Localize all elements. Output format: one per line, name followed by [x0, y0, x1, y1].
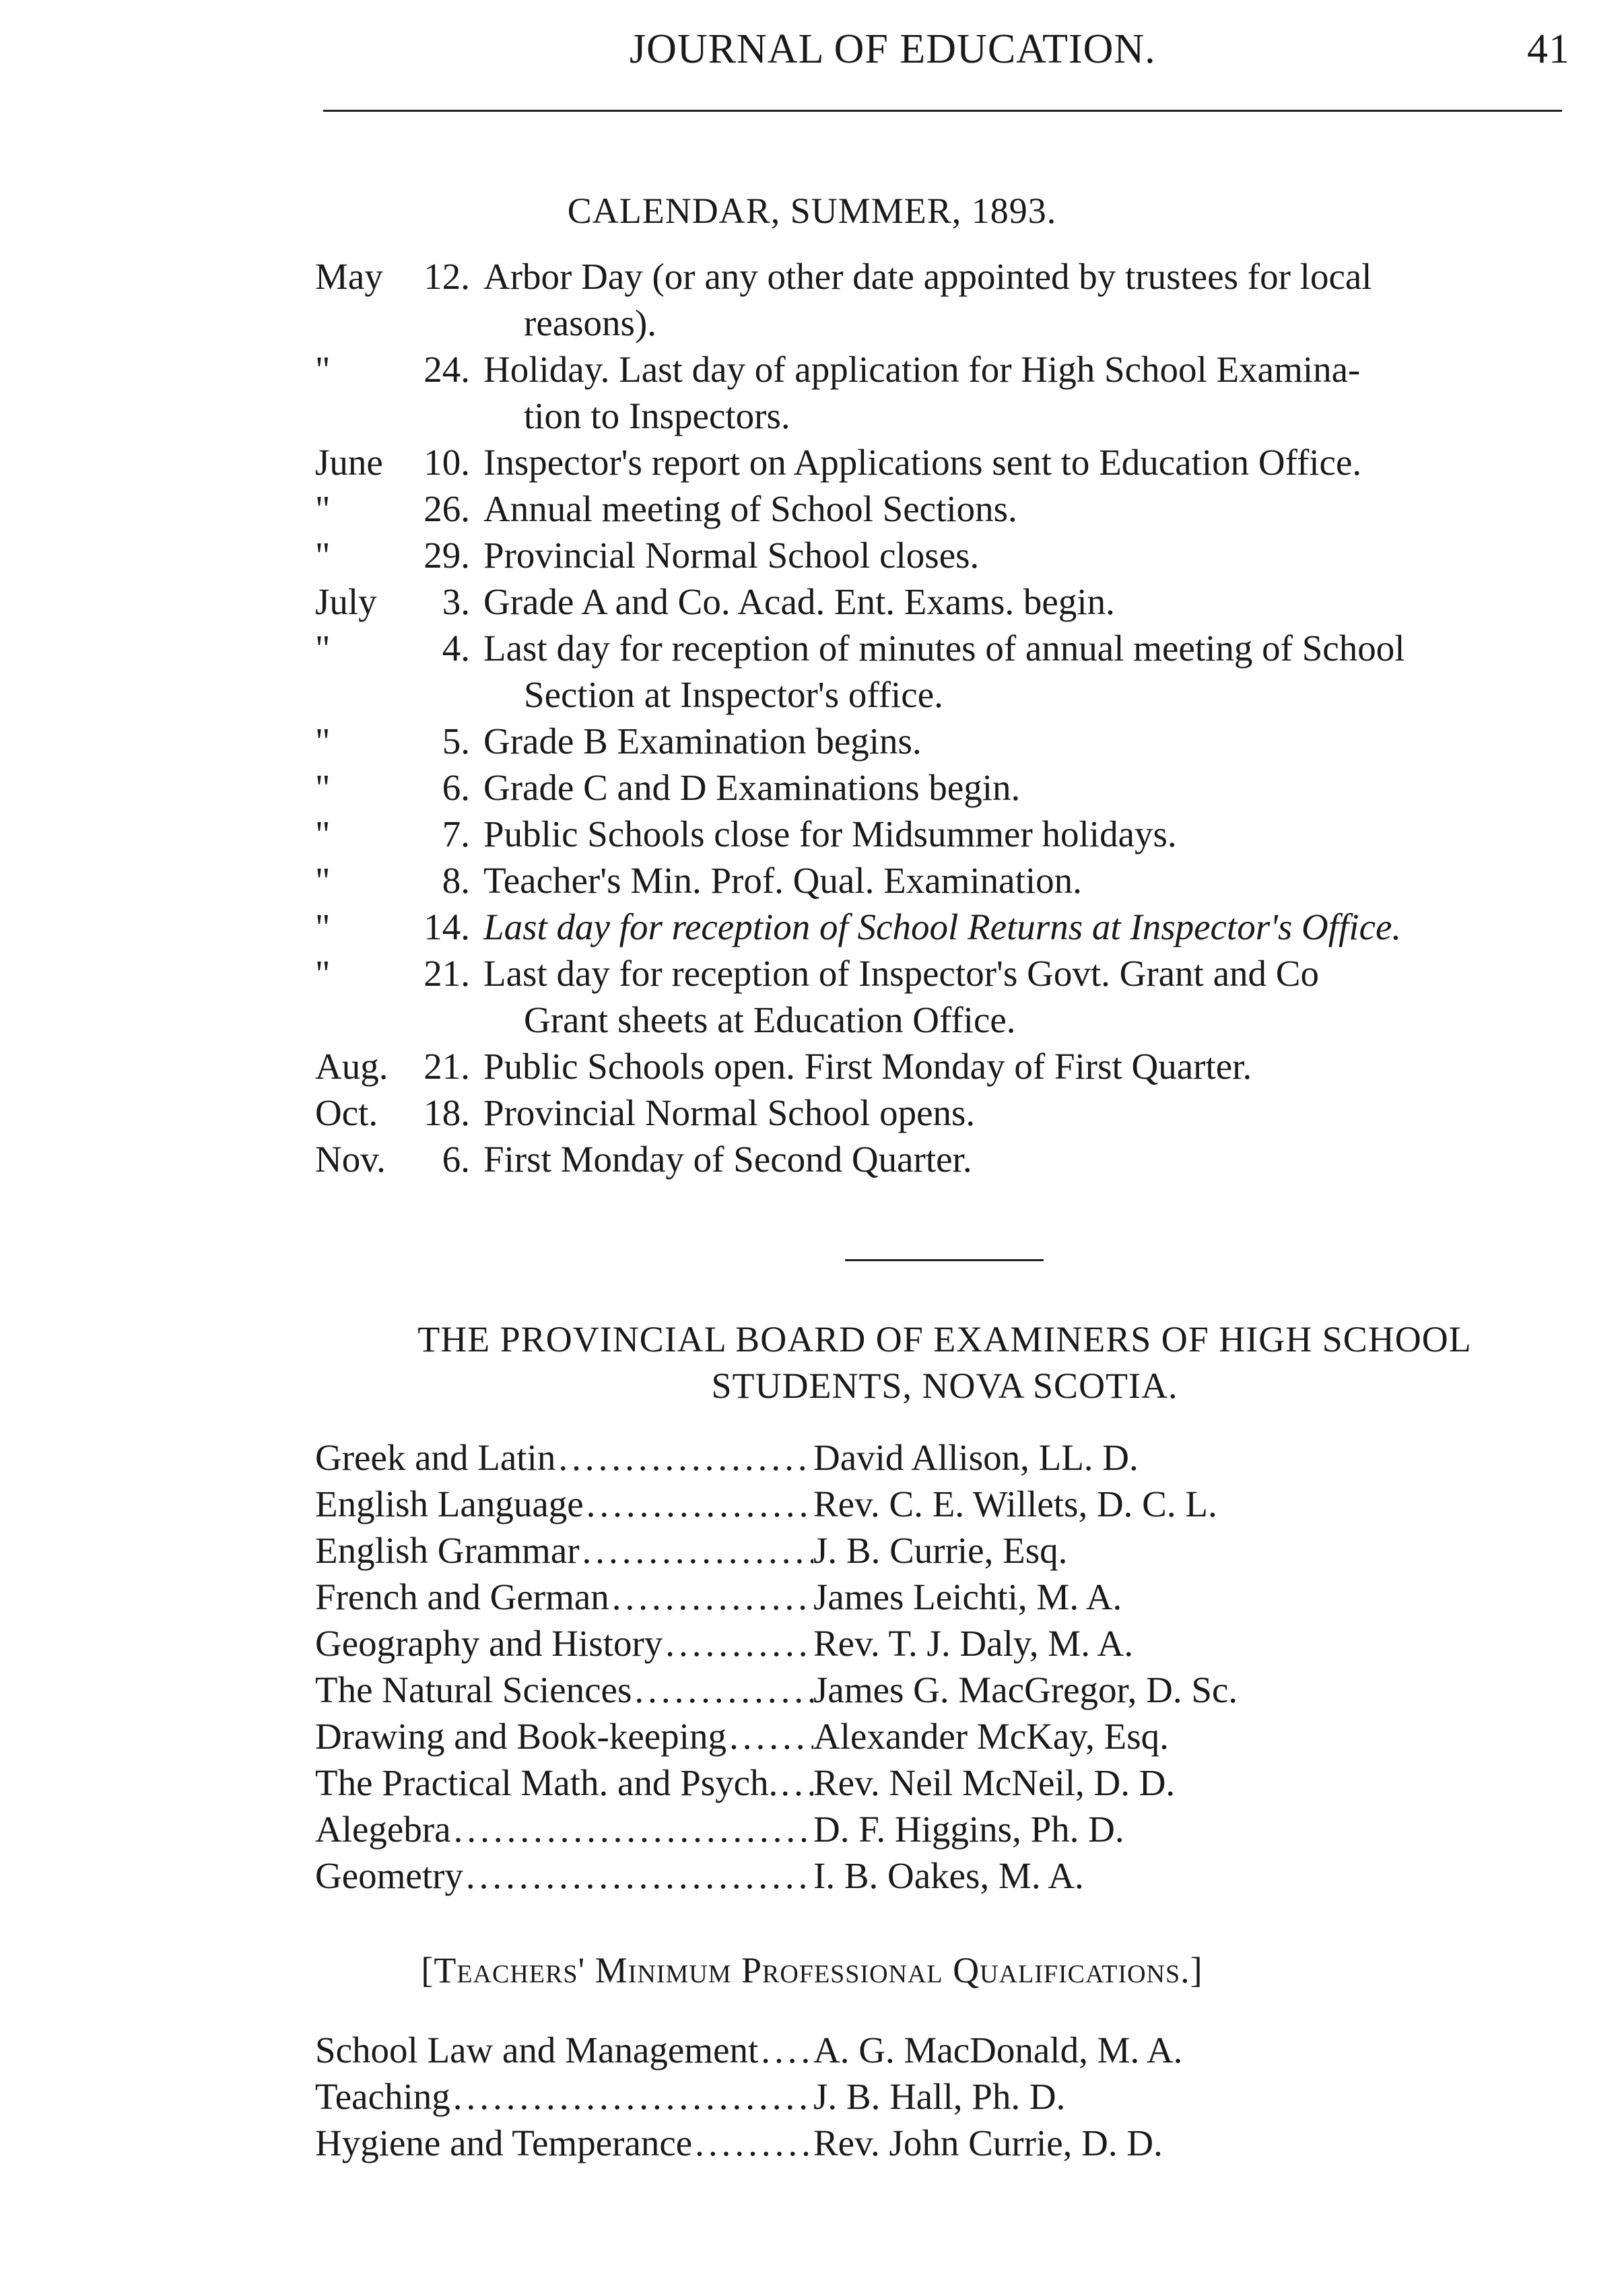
- entry-day: 24.: [424, 349, 470, 390]
- examiner-row: [315, 1434, 1392, 1481]
- entry-text-line2: reasons).: [524, 302, 657, 343]
- calendar-entry: [315, 764, 1574, 811]
- calendar-entry: [315, 1089, 1574, 1136]
- board-title-line2: STUDENTS, NOVA SCOTIA.: [711, 1366, 1178, 1406]
- entry-month: ": [315, 906, 331, 947]
- entry-text-line2: Grant sheets at Education Office.: [524, 999, 1016, 1040]
- leader-dots: [778, 1759, 813, 1806]
- entry-day: 12.: [424, 256, 470, 297]
- teachers-qualifications-heading: [Teachers' Minimum Professional Qualifications.]: [421, 1950, 1203, 1990]
- entry-month: ": [315, 535, 331, 576]
- calendar-entry: [315, 950, 1574, 1043]
- calendar-entry: [315, 485, 1574, 532]
- leader-dots: [450, 2073, 813, 2120]
- calendar-entry: [315, 578, 1574, 625]
- entry-day: 4.: [442, 628, 470, 669]
- entry-month: ": [315, 720, 331, 762]
- entry-day: 29.: [424, 535, 470, 576]
- examiner-subject: Geometry: [315, 1855, 463, 1896]
- examiner-name: I. B. Oakes, M. A.: [813, 1855, 1084, 1896]
- examiner-subject: French and German: [315, 1576, 609, 1617]
- examiner-row: [315, 1527, 1392, 1574]
- entry-text-line1: Last day for reception of minutes of annual meeting of School: [483, 628, 1405, 669]
- entry-month: ": [315, 349, 331, 390]
- calendar-entry: [315, 718, 1574, 764]
- entry-text-line2: tion to Inspectors.: [524, 395, 790, 436]
- leader-dots: [609, 1574, 813, 1620]
- examiner-row: [315, 1852, 1392, 1899]
- entry-day: 7.: [442, 813, 470, 854]
- calendar-list: [315, 253, 1574, 1182]
- examiner-subject: Hygiene and Temperance: [315, 2122, 693, 2163]
- entry-text: Inspector's report on Applications sent to Education Office.: [483, 442, 1362, 483]
- entry-text: [483, 253, 1574, 346]
- entry-text: Annual meeting of School Sections.: [483, 488, 1017, 529]
- board-title: [315, 1316, 1574, 1409]
- entry-month: July: [315, 581, 377, 622]
- leader-dots: [726, 1713, 813, 1759]
- examiner-name: Rev. Neil McNeil, D. D.: [813, 1762, 1176, 1803]
- entry-day: 3.: [442, 581, 470, 622]
- running-header: [313, 26, 1570, 73]
- examiner-row: [315, 1806, 1392, 1852]
- examiner-name: A. G. MacDonald, M. A.: [813, 2029, 1183, 2071]
- calendar-entry: [315, 811, 1574, 857]
- examiner-row: [315, 1574, 1392, 1620]
- examiner-subject: Teaching: [315, 2076, 450, 2117]
- examiner-subject: Greek and Latin: [315, 1437, 556, 1478]
- entry-month: ": [315, 628, 331, 669]
- entry-day: 18.: [424, 1092, 470, 1133]
- entry-month: Nov.: [315, 1139, 386, 1180]
- examiner-name: Rev. T. J. Daly, M. A.: [813, 1623, 1134, 1664]
- entry-text: First Monday of Second Quarter.: [483, 1139, 972, 1180]
- entry-text: [483, 950, 1574, 1043]
- entry-day: 8.: [442, 860, 470, 901]
- entry-month: May: [315, 256, 383, 297]
- leader-dots: [692, 2120, 813, 2166]
- entry-text: Provincial Normal School opens.: [483, 1092, 976, 1133]
- entry-day: 6.: [442, 767, 470, 808]
- examiner-subject: The Practical Math. and Psych.: [315, 1762, 778, 1803]
- entry-day: 21.: [424, 953, 470, 994]
- calendar-entry: [315, 625, 1574, 718]
- entry-text: Grade B Examination begins.: [483, 720, 922, 762]
- examiner-name: James Leichti, M. A.: [813, 1576, 1122, 1617]
- examiner-row: [315, 1481, 1392, 1527]
- examiner-name: J. B. Currie, Esq.: [813, 1530, 1068, 1571]
- entry-month: ": [315, 488, 331, 529]
- calendar-entry: [315, 253, 1574, 346]
- entry-month: Oct.: [315, 1092, 378, 1133]
- examiner-row: [315, 2073, 1392, 2120]
- entry-text: [483, 625, 1574, 718]
- entry-month: ": [315, 953, 331, 994]
- examiner-subject: Alegebra: [315, 1809, 451, 1850]
- entry-month: ": [315, 860, 331, 901]
- leader-dots: [463, 1852, 813, 1899]
- entry-text: [483, 346, 1574, 439]
- entry-text: Teacher's Min. Prof. Qual. Examination.: [483, 860, 1082, 901]
- entry-day: 26.: [424, 488, 470, 529]
- entry-month: ": [315, 767, 331, 808]
- section-divider: [845, 1259, 1044, 1261]
- header-rule: [323, 110, 1562, 112]
- examiner-name: Rev. John Currie, D. D.: [813, 2122, 1163, 2163]
- examiner-subject: English Language: [315, 1483, 584, 1524]
- journal-title: JOURNAL OF EDUCATION.: [630, 26, 1156, 72]
- calendar-entry: [315, 439, 1574, 485]
- entry-day: 5.: [442, 720, 470, 762]
- examiner-subject: Geography and History: [315, 1623, 663, 1664]
- examiner-name: D. F. Higgins, Ph. D.: [813, 1809, 1124, 1850]
- examiner-name: Alexander McKay, Esq.: [813, 1716, 1169, 1757]
- entry-text-line1: Holiday. Last day of application for High School Examina-: [483, 349, 1361, 390]
- calendar-title: CALENDAR, SUMMER, 1893.: [567, 191, 1057, 231]
- entry-month: June: [315, 442, 383, 483]
- examiner-name: James G. MacGregor, D. Sc.: [813, 1669, 1238, 1710]
- examiner-subject: English Grammar: [315, 1530, 580, 1571]
- entry-text-line2: Section at Inspector's office.: [524, 674, 943, 715]
- examiner-row: [315, 1667, 1392, 1713]
- entry-month: Aug.: [315, 1046, 388, 1087]
- leader-dots: [663, 1620, 813, 1667]
- entry-day: 6.: [442, 1139, 470, 1180]
- entry-text-line1: Arbor Day (or any other date appointed by trustees for local: [483, 256, 1372, 297]
- entry-text: Grade C and D Examinations begin.: [483, 767, 1021, 808]
- entry-text: Public Schools open. First Monday of First Quarter.: [483, 1046, 1252, 1087]
- examiner-row: [315, 1620, 1392, 1667]
- examiner-row: [315, 2120, 1392, 2166]
- examiner-subject: Drawing and Book-keeping: [315, 1716, 726, 1757]
- page-number: 41: [1527, 26, 1570, 72]
- examiners-list: [315, 1434, 1392, 1899]
- examiner-name: J. B. Hall, Ph. D.: [813, 2076, 1066, 2117]
- calendar-entry: [315, 904, 1574, 950]
- leader-dots: [632, 1667, 813, 1713]
- calendar-entry: [315, 857, 1574, 904]
- examiner-row: [315, 1713, 1392, 1759]
- examiner-subject: The Natural Sciences: [315, 1669, 632, 1710]
- teachers-examiners-list: [315, 2027, 1392, 2166]
- calendar-entry: [315, 1136, 1574, 1182]
- board-title-line1: THE PROVINCIAL BOARD OF EXAMINERS OF HIGH SCHOOL: [417, 1319, 1472, 1359]
- calendar-entry: [315, 532, 1574, 578]
- examiner-row: [315, 1759, 1392, 1806]
- entry-day: 10.: [424, 442, 470, 483]
- leader-dots: [580, 1527, 813, 1574]
- entry-day: 14.: [424, 906, 470, 947]
- entry-text: Public Schools close for Midsummer holidays.: [483, 813, 1177, 854]
- entry-day: 21.: [424, 1046, 470, 1087]
- examiner-name: Rev. C. E. Willets, D. C. L.: [813, 1483, 1217, 1524]
- entry-text: Provincial Normal School closes.: [483, 535, 980, 576]
- examiner-name: David Allison, LL. D.: [813, 1437, 1139, 1478]
- leader-dots: [451, 1806, 813, 1852]
- entry-month: ": [315, 813, 331, 854]
- examiner-subject: School Law and Management: [315, 2029, 759, 2071]
- leader-dots: [584, 1481, 813, 1527]
- calendar-entry: [315, 346, 1574, 439]
- leader-dots: [555, 1434, 813, 1481]
- leader-dots: [758, 2027, 813, 2073]
- examiner-row: [315, 2027, 1392, 2073]
- entry-text: Grade A and Co. Acad. Ent. Exams. begin.: [483, 581, 1115, 622]
- entry-text-line1: Last day for reception of Inspector's Govt. Grant and Co: [483, 953, 1319, 994]
- entry-text: Last day for reception of School Returns at Inspector's Office.: [483, 906, 1402, 947]
- calendar-entry: [315, 1043, 1574, 1089]
